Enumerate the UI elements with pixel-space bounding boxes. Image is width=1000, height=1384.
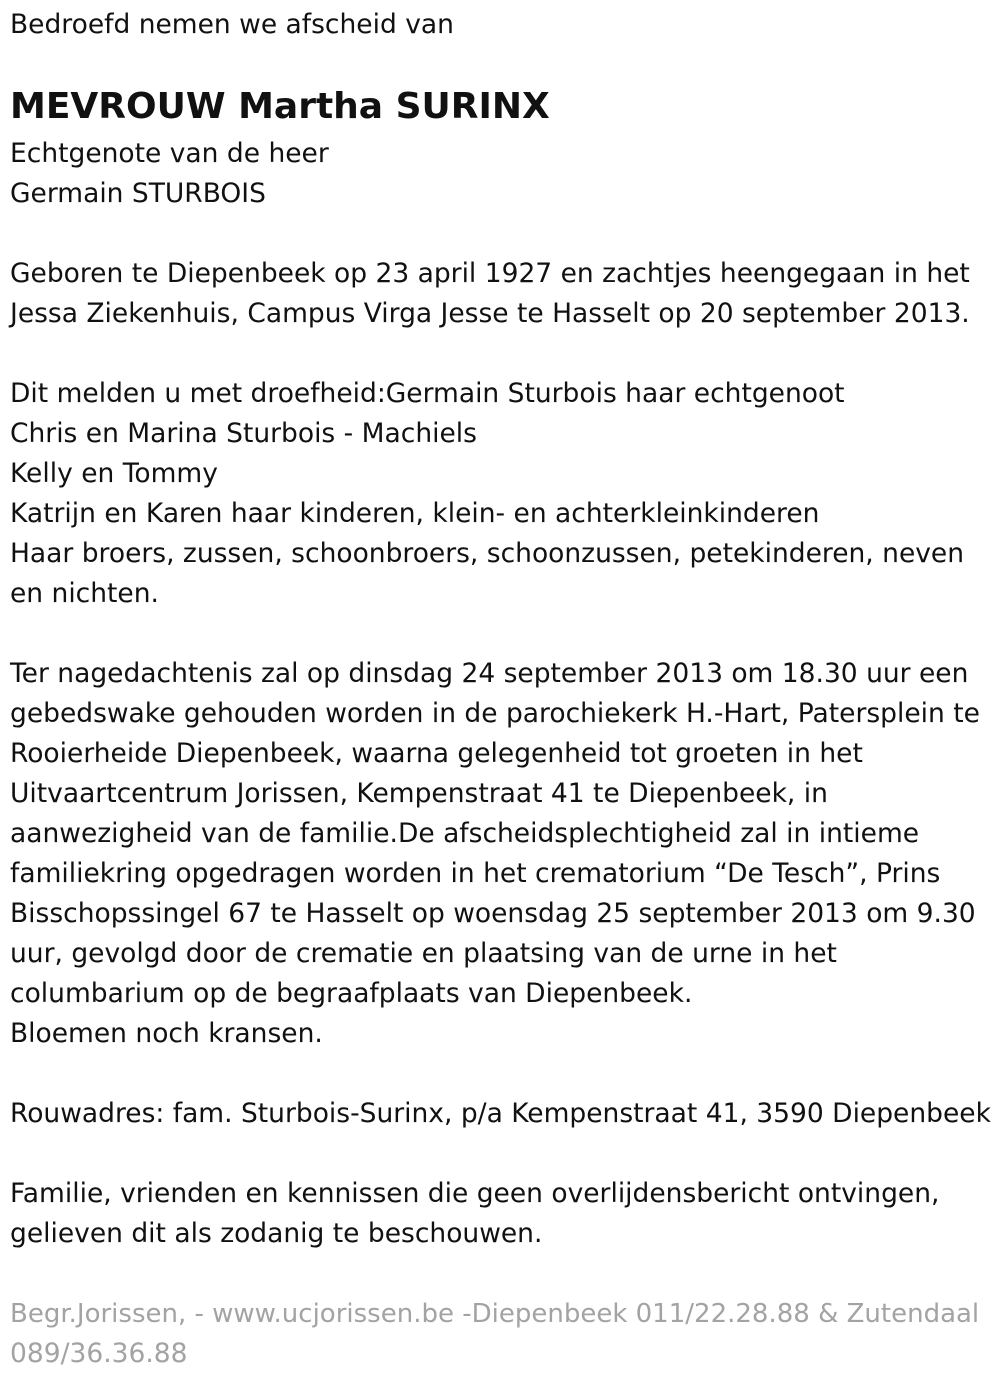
service-line: familiekring opgedragen worden in het crematorium “De Tesch”, Prins [10,858,941,889]
footer-line: 089/36.36.88 [10,1338,188,1369]
service-line: Rooierheide Diepenbeek, waarna gelegenheid tot groeten in het [10,738,863,769]
notice-line: Familie, vrienden en kennissen die geen overlijdensbericht ontvingen, [10,1178,940,1209]
service-line: aanwezigheid van de familie.De afscheidsplechtigheid zal in intieme [10,818,920,849]
service-line: Bloemen noch kransen. [10,1018,323,1049]
mourning-address [10,1094,991,1134]
service-line: Uitvaartcentrum Jorissen, Kempenstraat 41 te Diepenbeek, in [10,778,828,809]
birth-death-paragraph [10,254,970,334]
family-paragraph [10,374,964,614]
spouse-line: Echtgenote van de heer [10,138,329,169]
service-line: columbarium op de begraafplaats van Diepenbeek. [10,978,693,1009]
family-line: Chris en Marina Sturbois - Machiels [10,418,477,449]
spouse-line: Germain STURBOIS [10,178,266,209]
birth-death-line: Jessa Ziekenhuis, Campus Virga Jesse te Hasselt op 20 september 2013. [10,298,970,329]
spouse-block [10,134,329,214]
family-line: Dit melden u met droefheid:Germain Sturbois haar echtgenoot [10,378,845,409]
birth-death-line: Geboren te Diepenbeek op 23 april 1927 en zachtjes heengegaan in het [10,258,970,289]
service-line: gebedswake gehouden worden in de parochiekerk H.-Hart, Patersplein te [10,698,980,729]
service-paragraph [10,654,980,1054]
funeral-home-footer [10,1294,979,1374]
family-line: Katrijn en Karen haar kinderen, klein- en achterkleinkinderen [10,498,820,529]
deceased-name: MEVROUW Martha SURINX [10,86,550,127]
intro-text: Bedroefd nemen we afscheid van [10,9,454,40]
service-line: Bisschopssingel 67 te Hasselt op woensdag 25 september 2013 om 9.30 [10,898,976,929]
address-line: Rouwadres: fam. Sturbois-Surinx, p/a Kempenstraat 41, 3590 Diepenbeek [10,1098,991,1129]
family-line: Kelly en Tommy [10,458,218,489]
notice-paragraph [10,1174,939,1254]
family-line: Haar broers, zussen, schoonbroers, schoonzussen, petekinderen, neven [10,538,965,569]
notice-line: gelieven dit als zodanig te beschouwen. [10,1218,543,1249]
family-line: en nichten. [10,578,159,609]
service-line: Ter nagedachtenis zal op dinsdag 24 september 2013 om 18.30 uur een [10,658,969,689]
service-line: uur, gevolgd door de crematie en plaatsing van de urne in het [10,938,837,969]
footer-line: Begr.Jorissen, - www.ucjorissen.be -Diepenbeek 011/22.28.88 & Zutendaal [10,1299,980,1329]
